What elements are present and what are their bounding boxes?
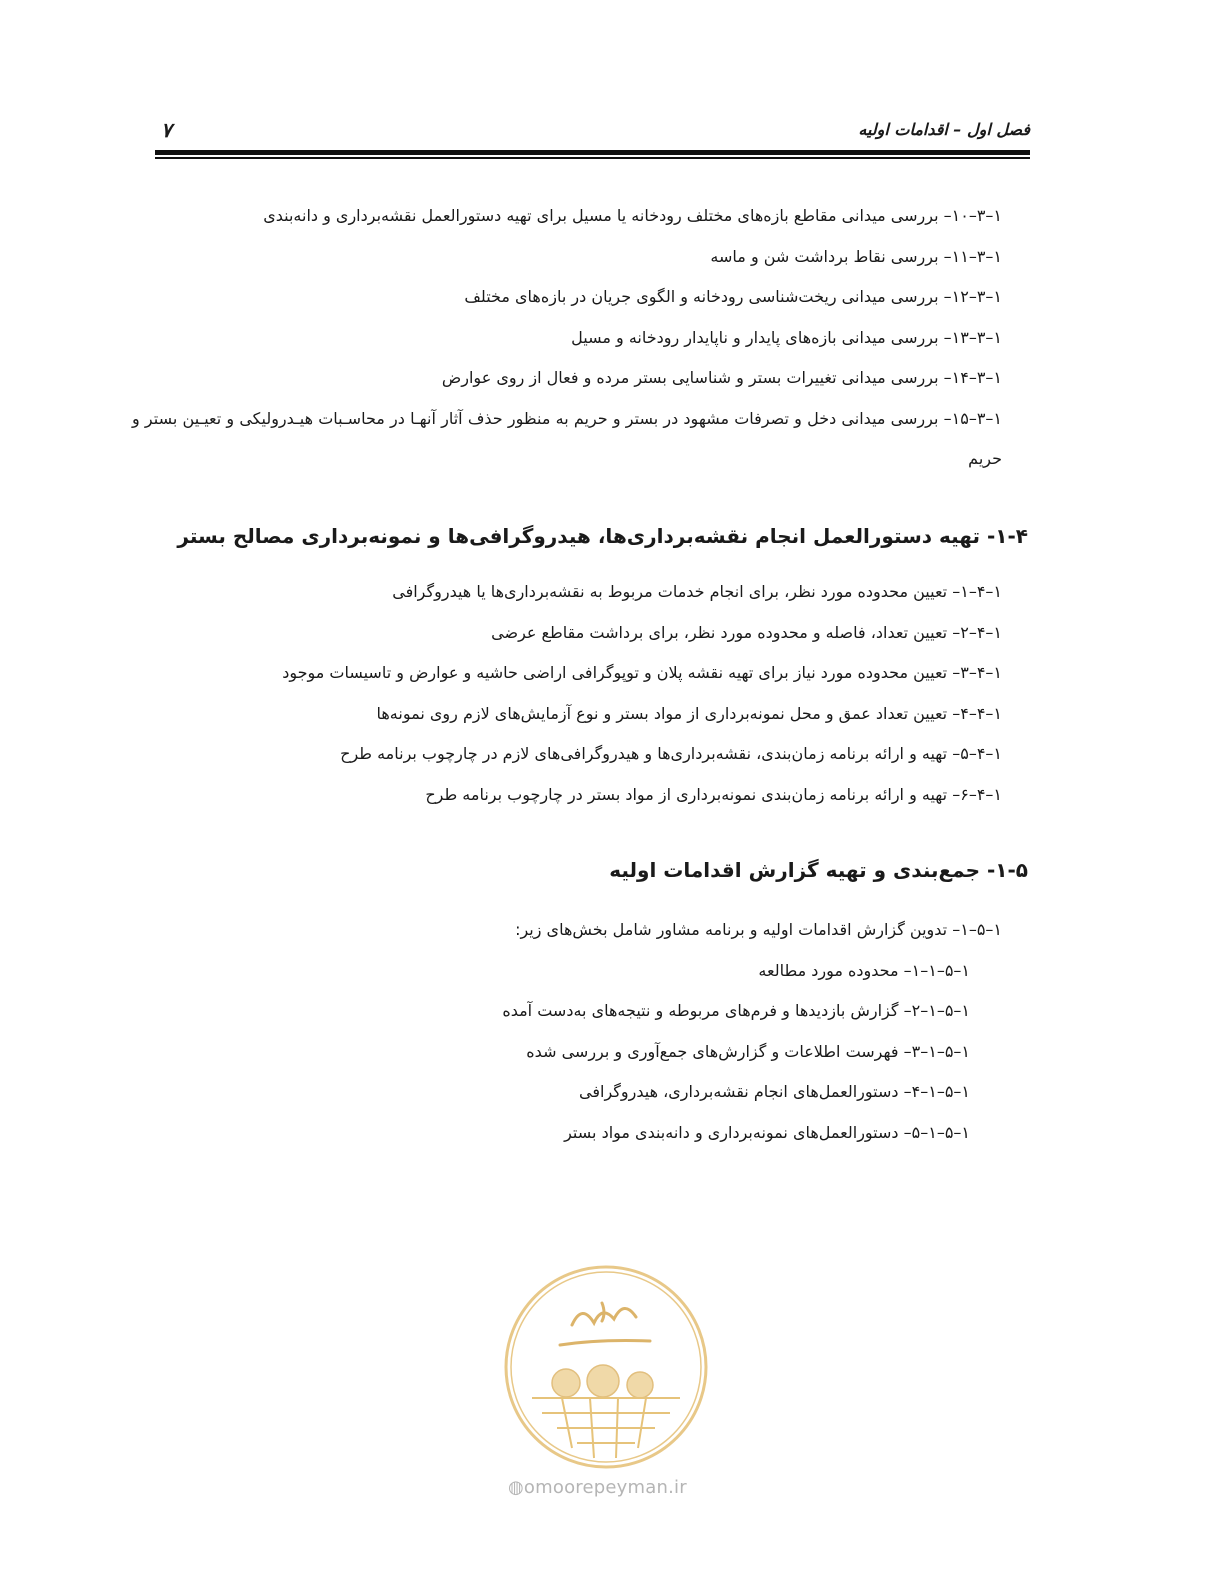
list-item: ۱–۵–۱–۲– گزارش بازدیدها و فرم‌های مربوطه و نتیجه‌های به‌دست آمده (502, 1001, 970, 1020)
globe-icon: ◍ (508, 1477, 524, 1498)
list-item: ۱–۳–۱۵– بررسی میدانی دخل و تصرفات مشهود در بستر و حریم به منظور حذف آثار آنهـا در محاسـبات هیـدرولیکی و تعیـین بستر و حریم (132, 408, 1002, 468)
watermark-url (508, 1477, 687, 1498)
list-item: ۱–۴–۴– تعیین تعداد عمق و محل نمونه‌برداری از مواد بستر و نوع آزمایش‌های لازم روی نمونه‌ها (376, 703, 1002, 723)
list-item: ۱–۵–۱–۵– دستورالعمل‌های نمونه‌برداری و دانه‌بندی مواد بستر (564, 1122, 970, 1142)
section-3-list (132, 196, 1002, 480)
list-item: ۱–۳–۱۲– بررسی میدانی ریخت‌شناسی رودخانه و الگوی جریان در بازه‌های مختلف (464, 287, 1002, 306)
list-item: ۱–۵–۱–۳– فهرست اطلاعات و گزارش‌های جمع‌آوری و بررسی شده (526, 1041, 970, 1061)
list-item: ۱–۴–۵– تهیه و ارائه برنامه زمان‌بندی، نقشه‌برداری‌ها و هیدروگرافی‌های لازم در چارچوب برنامه طرح (340, 744, 1002, 763)
list-item: ۱–۵–۱–۴– دستورالعمل‌های انجام نقشه‌برداری، هیدروگرافی (579, 1082, 970, 1101)
list-item: ۱–۳–۱۴– بررسی میدانی تغییرات بستر و شناسایی بستر مرده و فعال از روی عوارض (441, 368, 1002, 387)
list-item-intro: ۱–۵–۱– تدوین گزارش اقدامات اولیه و برنامه مشاور شامل بخش‌های زیر: (515, 920, 1002, 939)
section-4-list (142, 572, 1002, 815)
list-item: ۱–۴–۳– تعیین محدوده مورد نیاز برای تهیه نقشه پلان و توپوگرافی اراضی حاشیه و عوارض و تاسیسات موجود (282, 663, 1002, 682)
page-number: ۷ (161, 118, 172, 142)
watermark-logo-text: امور پیمان (558, 1316, 654, 1341)
list-item: ۱–۴–۱– تعیین محدوده مورد نظر، برای انجام خدمات مربوط به نقشه‌برداری‌ها یا هیدروگرافی (392, 582, 1002, 601)
header-rule-thick (155, 150, 1030, 155)
section-heading: ۱-۵- جمع‌بندی و تهیه گزارش اقدامات اولیه (609, 858, 1028, 882)
section-5-heading-wrap (168, 850, 1028, 890)
watermark-url-text: omoorepeyman.ir (523, 1477, 687, 1498)
list-item: ۱–۳–۱۳– بررسی میدانی بازه‌های پایدار و ناپایدار رودخانه و مسیل (571, 327, 1002, 347)
list-item: ۱–۴–۲– تعیین تعداد، فاصله و محدوده مورد نظر، برای برداشت مقاطع عرضی (491, 622, 1002, 642)
chapter-title: فصل اول – اقدامات اولیه (858, 120, 1030, 139)
list-item: ۱–۵–۱–۱– محدوده مورد مطالعه (758, 960, 970, 980)
list-item: ۱–۳–۱۱– بررسی نقاط برداشت شن و ماسه (710, 246, 1002, 266)
section-4-heading-wrap (168, 516, 1028, 556)
page-header (155, 118, 1030, 148)
list-item: ۱–۴–۶– تهیه و ارائه برنامه زمان‌بندی نمونه‌برداری از مواد بستر در چارچوب برنامه طرح (425, 784, 1002, 804)
list-item: ۱–۳–۱۰– بررسی میدانی مقاطع بازه‌های مختلف رودخانه یا مسیل برای تهیه دستورالعمل نقشه‌برداری و دانه‌بندی (263, 206, 1002, 225)
watermark-logo (502, 1263, 710, 1471)
header-rule-thin (155, 157, 1030, 159)
section-5-list (142, 910, 1002, 1153)
section-heading: ۱-۴- تهیه دستورالعمل انجام نقشه‌برداری‌ها، هیدروگرافی‌ها و نمونه‌برداری مصالح بستر (177, 524, 1028, 548)
